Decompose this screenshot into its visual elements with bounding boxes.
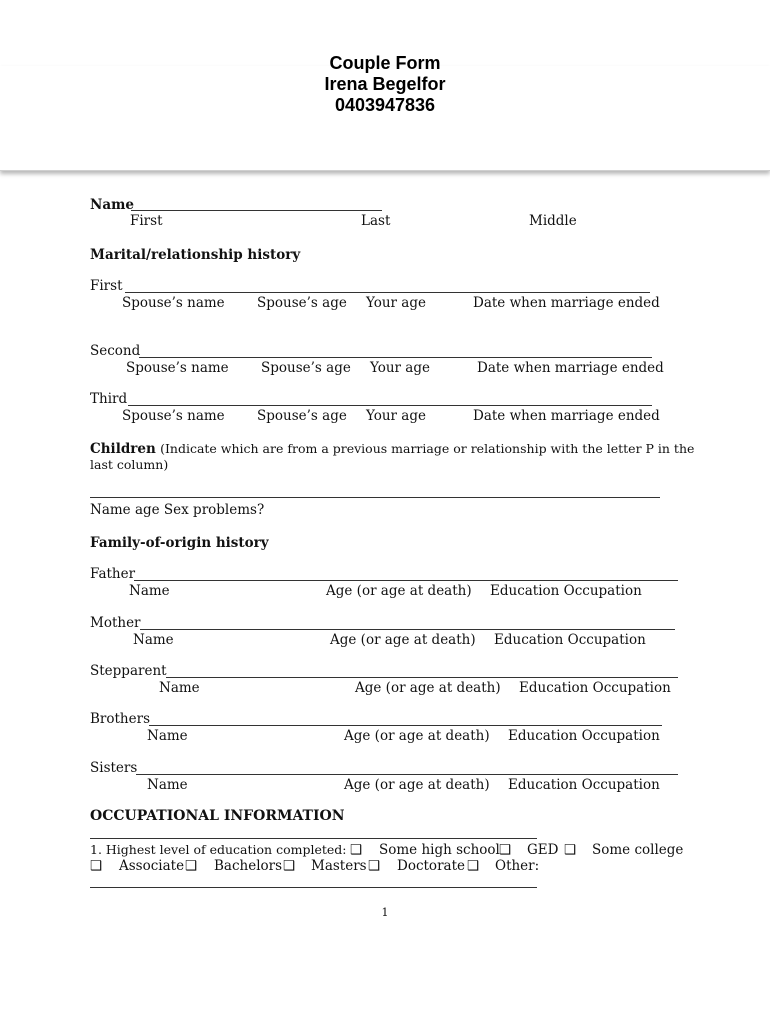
father-blank[interactable] [134, 580, 678, 581]
family-age-caption: Age (or age at death) [355, 680, 501, 696]
family-name-caption: Name [129, 583, 170, 599]
checkbox-some-high-school[interactable]: ❑ [350, 842, 363, 858]
occupational-top-rule [90, 838, 537, 839]
spouse-name-caption: Spouse’s name [126, 360, 229, 376]
marital-second-label: Second [90, 343, 141, 359]
mother-label: Mother [90, 615, 141, 631]
form-header [0, 53, 770, 116]
children-heading: Children [90, 441, 156, 457]
family-name-caption: Name [133, 632, 174, 648]
spouse-age-caption: Spouse’s age [257, 408, 347, 424]
family-edu-caption: Education Occupation [519, 680, 671, 696]
marital-first-blank[interactable] [125, 292, 650, 293]
family-heading: Family-of-origin history [90, 535, 269, 551]
form-title: Couple Form [329, 53, 441, 73]
option-other: Other: [495, 858, 540, 874]
children-columns: Name age Sex problems? [90, 502, 265, 518]
option-associate: Associate [119, 858, 185, 874]
name-first-caption: First [130, 213, 163, 229]
your-age-caption: Your age [366, 408, 426, 424]
checkbox-doctorate[interactable]: ❑ [368, 858, 381, 874]
name-blank[interactable] [131, 210, 382, 211]
father-label: Father [90, 566, 136, 582]
option-ged: GED [527, 842, 559, 858]
mother-blank[interactable] [140, 629, 675, 630]
family-name-caption: Name [147, 728, 188, 744]
family-name-caption: Name [159, 680, 200, 696]
checkbox-bachelors[interactable]: ❑ [185, 858, 198, 874]
family-name-caption: Name [147, 777, 188, 793]
date-ended-caption: Date when marriage ended [473, 408, 660, 424]
family-age-caption: Age (or age at death) [344, 728, 490, 744]
option-some-college: Some college [592, 842, 684, 858]
children-blank[interactable] [90, 497, 660, 498]
children-heading-line [90, 441, 694, 457]
checkbox-ged[interactable]: ❑ [499, 842, 512, 858]
family-age-caption: Age (or age at death) [326, 583, 472, 599]
date-ended-caption: Date when marriage ended [473, 295, 660, 311]
name-last-caption: Last [361, 213, 391, 229]
education-question: 1. Highest level of education completed: [90, 842, 347, 857]
checkbox-masters[interactable]: ❑ [283, 858, 296, 874]
children-note-cont: last column) [90, 457, 169, 472]
stepparent-blank[interactable] [166, 677, 678, 678]
sisters-blank[interactable] [136, 774, 678, 775]
occupational-heading: OCCUPATIONAL INFORMATION [90, 808, 345, 824]
marital-third-label: Third [90, 391, 128, 407]
spouse-name-caption: Spouse’s name [122, 408, 225, 424]
family-edu-caption: Education Occupation [508, 728, 660, 744]
option-masters: Masters [311, 858, 367, 874]
spouse-name-caption: Spouse’s name [122, 295, 225, 311]
page-number: 1 [381, 906, 389, 919]
brothers-label: Brothers [90, 711, 150, 727]
family-edu-caption: Education Occupation [490, 583, 642, 599]
children-note: (Indicate which are from a previous marriage or relationship with the letter P in the [160, 441, 695, 456]
spouse-age-caption: Spouse’s age [261, 360, 351, 376]
spouse-age-caption: Spouse’s age [257, 295, 347, 311]
family-edu-caption: Education Occupation [494, 632, 646, 648]
name-middle-caption: Middle [529, 213, 577, 229]
option-bachelors: Bachelors [214, 858, 283, 874]
brothers-blank[interactable] [149, 725, 662, 726]
checkbox-other[interactable]: ❑ [467, 858, 480, 874]
sisters-label: Sisters [90, 760, 138, 776]
checkbox-associate[interactable]: ❑ [90, 858, 103, 874]
marital-third-blank[interactable] [128, 405, 652, 406]
option-doctorate: Doctorate [397, 858, 465, 874]
checkbox-some-college[interactable]: ❑ [564, 842, 577, 858]
family-age-caption: Age (or age at death) [344, 777, 490, 793]
marital-heading: Marital/relationship history [90, 247, 301, 263]
your-age-caption: Your age [370, 360, 430, 376]
family-age-caption: Age (or age at death) [330, 632, 476, 648]
marital-first-label: First [90, 278, 123, 294]
client-phone: 0403947836 [334, 95, 436, 115]
client-name: Irena Begelfor [324, 74, 446, 94]
stepparent-label: Stepparent [90, 663, 167, 679]
your-age-caption: Your age [366, 295, 426, 311]
family-edu-caption: Education Occupation [508, 777, 660, 793]
marital-second-blank[interactable] [139, 357, 652, 358]
name-label: Name [90, 197, 134, 213]
other-blank[interactable] [90, 887, 537, 888]
option-some-high-school: Some high school [379, 842, 500, 858]
date-ended-caption: Date when marriage ended [477, 360, 664, 376]
